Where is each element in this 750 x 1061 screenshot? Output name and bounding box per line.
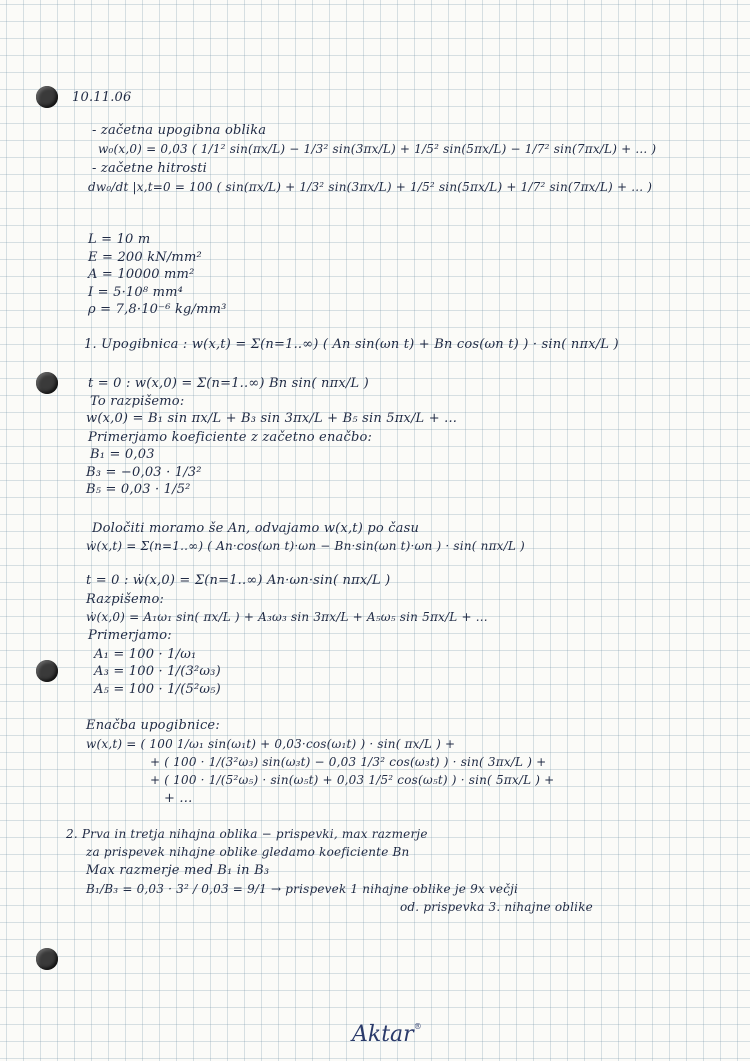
velocity-t0: t = 0 : ẇ(x,0) = Σ(n=1..∞) An·ωn·sin( nπx/L ) (86, 573, 391, 588)
deflection-expanded: w(x,0) = B₁ sin πx/L + B₃ sin 3πx/L + B₅ sin 5πx/L + ... (86, 411, 458, 426)
punch-hole-3 (36, 660, 58, 682)
part2-line-3: Max razmerje med B₁ in B₃ (86, 863, 270, 878)
part2-conclusion: od. prispevka 3. nihajne oblike (400, 900, 593, 914)
punch-hole-1 (36, 86, 58, 108)
part2-line-2: za prispevek nihajne oblike gledamo koeficiente Bn (86, 845, 410, 859)
coef-B3: B₃ = −0,03 · 1/3² (86, 465, 202, 480)
initial-shape-heading: - začetna upogibna oblika (92, 123, 267, 138)
coef-B5: B₅ = 0,03 · 1/5² (86, 482, 191, 497)
deflection-result-line-1: w(x,t) = ( 100 1/ω₁ sin(ω₁t) + 0,03·cos(ω₁t) ) · sin( πx/L ) + (86, 737, 456, 751)
coef-A1: A₁ = 100 · 1/ω₁ (94, 647, 197, 662)
initial-shape-equation: w₀(x,0) = 0,03 ( 1/1² sin(πx/L) − 1/3² sin(3πx/L) + 1/5² sin(5πx/L) − 1/7² sin(7πx/L) + ... ) (98, 142, 657, 156)
compare-label-1: Primerjamo koeficiente z začetno enačbo: (88, 430, 373, 445)
deflection-result-line-2: + ( 100 · 1/(3²ω₃) sin(ω₃t) − 0,03 1/3² cos(ω₃t) ) · sin( 3πx/L ) + (150, 755, 547, 769)
param-L: L = 10 m (88, 232, 151, 247)
initial-velocity-heading: - začetne hitrosti (92, 161, 207, 176)
param-A: A = 10000 mm² (88, 267, 195, 282)
compare-label-2: Primerjamo: (88, 628, 172, 643)
deflection-general: 1. Upogibnica : w(x,t) = Σ(n=1..∞) ( An sin(ωn t) + Bn cos(ωn t) ) · sin( nπx/L ) (84, 337, 619, 352)
part2-heading: 2. Prva in tretja nihajna oblika − prispevki, max razmerje (66, 827, 428, 841)
derivative-heading: Določiti moramo še An, odvajamo w(x,t) po času (92, 521, 420, 536)
deflection-result-line-4: + ... (164, 791, 193, 806)
expand-label-2: Razpišemo: (86, 592, 165, 607)
deflection-result-heading: Enačba upogibnice: (86, 718, 220, 733)
part2-ratio: B₁/B₃ = 0,03 · 3² / 0,03 = 9/1 → prispevek 1 nihajne oblike je 9x večji (86, 882, 519, 896)
velocity-general: ẇ(x,t) = Σ(n=1..∞) ( An·cos(ωn t)·ωn − Bn·sin(ωn t)·ωn ) · sin( nπx/L ) (86, 539, 525, 553)
velocity-expanded: ẇ(x,0) = A₁ω₁ sin( πx/L ) + A₃ω₃ sin 3πx/L + A₅ω₅ sin 5πx/L + ... (86, 610, 488, 624)
expand-label-1: To razpišemo: (90, 394, 185, 409)
param-E: E = 200 kN/mm² (88, 250, 202, 265)
initial-velocity-equation: dw₀/dt |x,t=0 = 100 ( sin(πx/L) + 1/3² sin(3πx/L) + 1/5² sin(5πx/L) + 1/7² sin(7πx/L) + ... ) (88, 180, 653, 194)
param-rho: ρ = 7,8·10⁻⁶ kg/mm³ (88, 302, 227, 317)
punch-hole-2 (36, 372, 58, 394)
coef-A3: A₃ = 100 · 1/(3²ω₃) (94, 664, 221, 679)
coef-B1: B₁ = 0,03 (90, 447, 155, 462)
date: 10.11.06 (72, 90, 132, 105)
deflection-t0: t = 0 : w(x,0) = Σ(n=1..∞) Bn sin( nπx/L ) (88, 376, 369, 391)
deflection-result-line-3: + ( 100 · 1/(5²ω₅) · sin(ω₅t) + 0,03 1/5² cos(ω₅t) ) · sin( 5πx/L ) + (150, 773, 555, 787)
punch-hole-4 (36, 948, 58, 970)
param-I: I = 5·10⁸ mm⁴ (88, 285, 184, 300)
coef-A5: A₅ = 100 · 1/(5²ω₅) (94, 682, 221, 697)
notebook-brand-logo: Aktar® (352, 1022, 422, 1047)
